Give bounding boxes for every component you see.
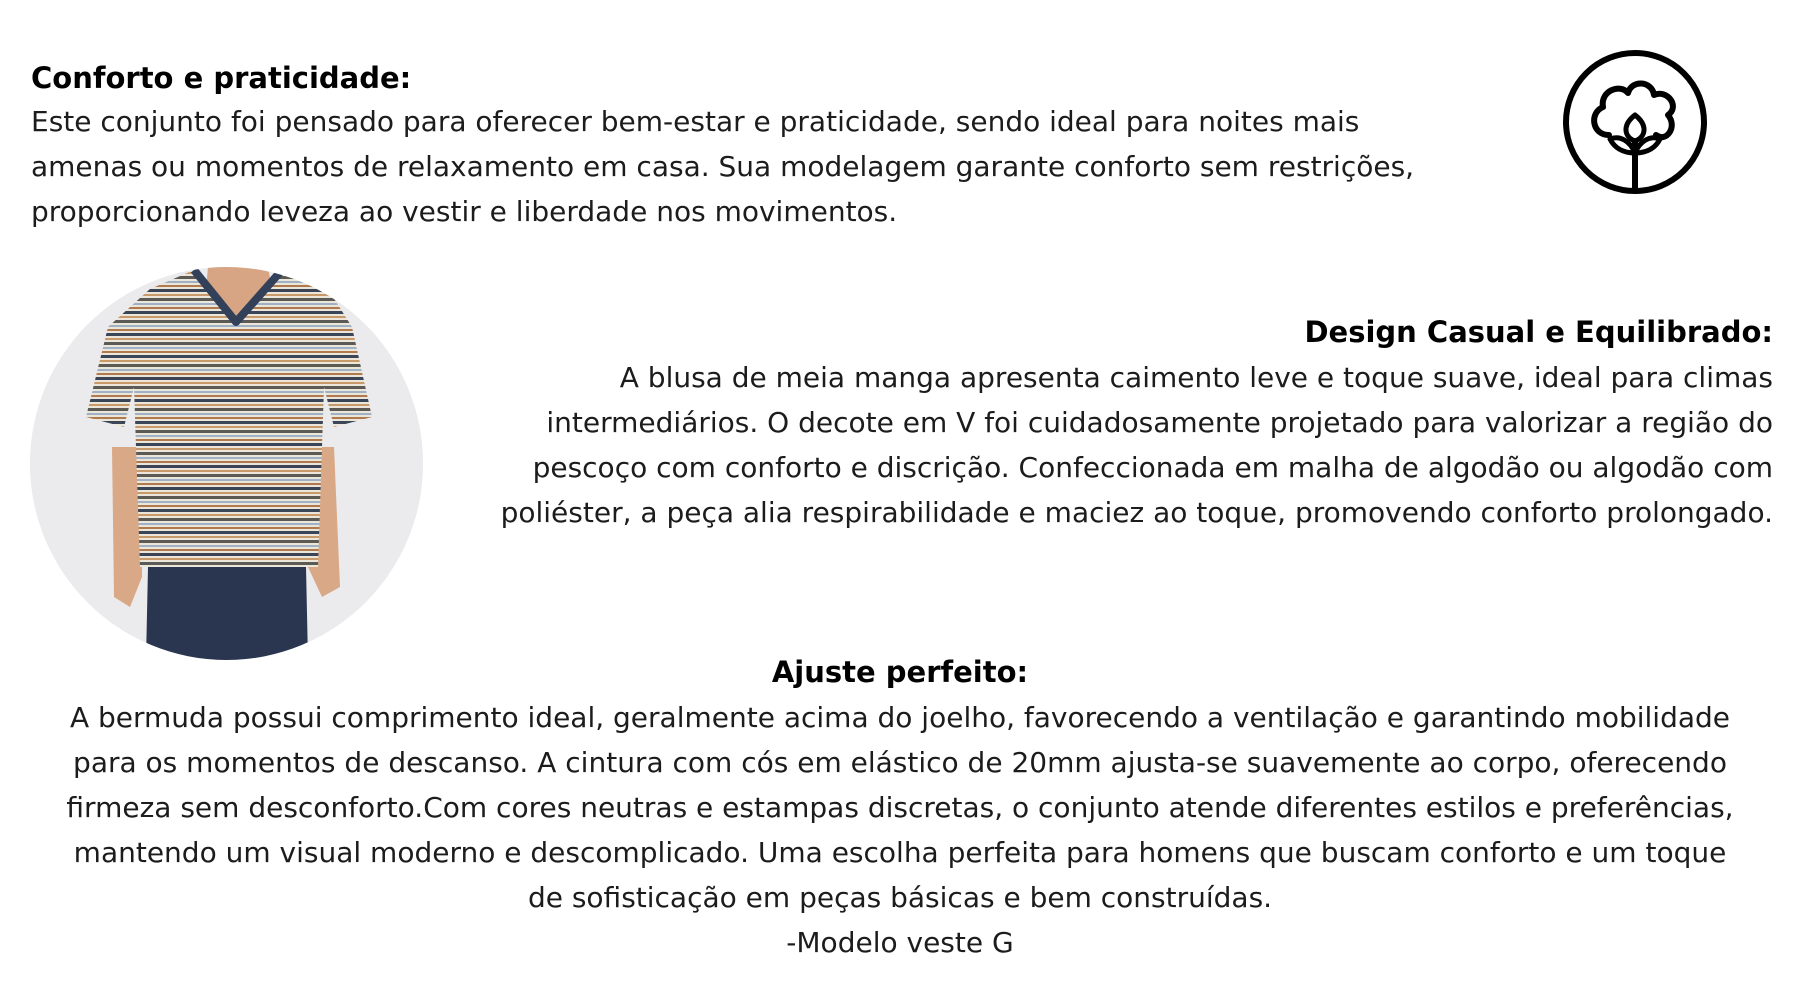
fit-line: mantendo um visual moderno e descomplicado. Uma escolha perfeita para homens que buscam conforto e um toque [73, 836, 1727, 869]
design-line: poliéster, a peça alia respirabilidade e maciez ao toque, promovendo conforto prolongado. [500, 496, 1773, 529]
design-heading: Design Casual e Equilibrado: [1304, 315, 1773, 349]
comfort-section [31, 57, 1531, 234]
fit-line: firmeza sem desconforto.Com cores neutras e estampas discretas, o conjunto atende diferentes estilos e preferências, [66, 791, 1734, 824]
fit-line: para os momentos de descanso. A cintura com cós em elástico de 20mm ajusta-se suavemente ao corpo, oferecendo [73, 746, 1727, 779]
fit-paragraph [0, 695, 1800, 965]
comfort-line: amenas ou momentos de relaxamento em casa. Sua modelagem garante conforto sem restrições, [31, 150, 1415, 183]
fit-line: de sofisticação em peças básicas e bem construídas. [527, 881, 1273, 914]
design-paragraph [373, 355, 1773, 535]
fit-heading: Ajuste perfeito: [771, 655, 1029, 689]
design-line: pescoço com conforto e discrição. Confeccionada em malha de algodão ou algodão com [532, 451, 1773, 484]
cotton-flower-icon [1562, 49, 1708, 195]
comfort-line: Este conjunto foi pensado para oferecer bem-estar e praticidade, sendo ideal para noites mais [31, 105, 1360, 138]
model-size-note: -Modelo veste G [786, 926, 1014, 959]
design-section [373, 310, 1773, 535]
fit-section [0, 650, 1800, 965]
product-photo [30, 267, 423, 660]
design-line: intermediários. O decote em V foi cuidadosamente projetado para valorizar a região do [546, 406, 1773, 439]
comfort-line: proporcionando leveza ao vestir e liberdade nos movimentos. [31, 195, 898, 228]
fit-line: A bermuda possui comprimento ideal, geralmente acima do joelho, favorecendo a ventilação e garantindo mobilidade [69, 701, 1731, 734]
design-line: A blusa de meia manga apresenta caimento leve e toque suave, ideal para climas [619, 361, 1773, 394]
comfort-paragraph [31, 99, 1531, 234]
comfort-heading: Conforto e praticidade: [31, 61, 412, 95]
